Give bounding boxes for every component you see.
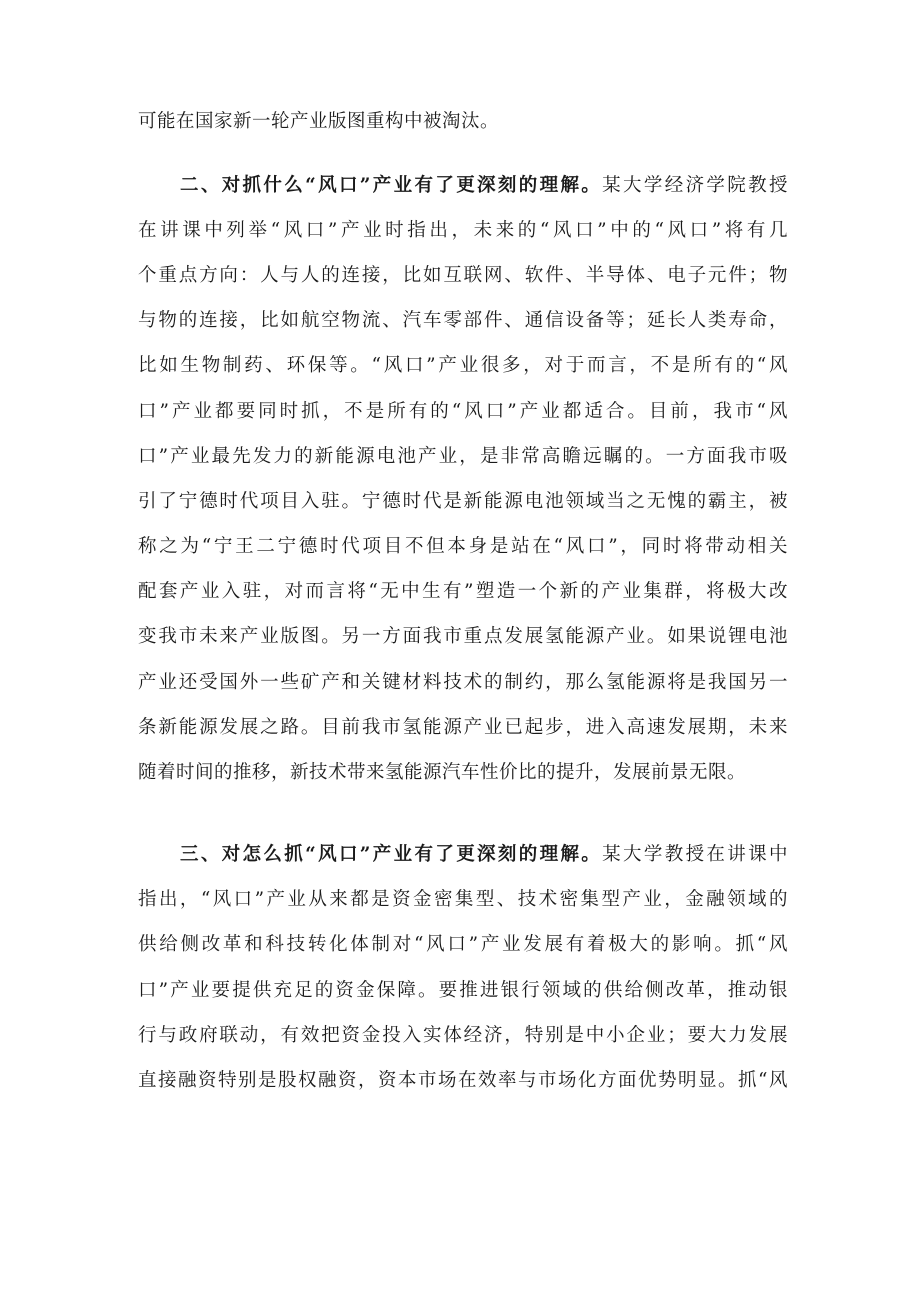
- paragraph-line: 变我市未来产业版图。另一方面我市重点发展氢能源产业。如果说锂电池: [138, 626, 788, 647]
- paragraph-line: 配套产业入驻，对而言将“无中生有”塑造一个新的产业集群，将极大改: [138, 581, 788, 602]
- paragraph-line: 行与政府联动，有效把资金投入实体经济，特别是中小企业；要大力发展: [138, 1025, 788, 1046]
- paragraph-line: 在讲课中列举“风口”产业时指出，未来的“风口”中的“风口”将有几: [138, 220, 788, 241]
- paragraph-line: 直接融资特别是股权融资，资本市场在效率与市场化方面优势明显。抓“风: [138, 1070, 788, 1091]
- paragraph-line: 条新能源发展之路。目前我市氢能源产业已起步，进入高速发展期，未来: [138, 717, 788, 738]
- paragraph-line: 可能在国家新一轮产业版图重构中被淘汰。: [138, 111, 500, 132]
- paragraph-line: 口”产业要提供充足的资金保障。要推进银行领域的供给侧改革，推动银: [138, 980, 788, 1001]
- paragraph-line: 比如生物制药、环保等。“风口”产业很多，对于而言，不是所有的“风: [138, 355, 788, 376]
- paragraph-line: 口”产业都要同时抓，不是所有的“风口”产业都适合。目前，我市“风: [138, 401, 788, 422]
- section2-lead-text: 某大学经济学院教授: [602, 175, 788, 196]
- paragraph-line: 称之为“宁王二宁德时代项目不但本身是站在“风口”，同时将带动相关: [138, 536, 788, 557]
- paragraph-line: 产业还受国外一些矿产和关键材料技术的制约，那么氢能源将是我国另一: [138, 672, 788, 693]
- section3-lead-text: 某大学教授在讲课中: [602, 844, 788, 865]
- paragraph-line: 随着时间的推移，新技术带来氢能源汽车性价比的提升，发展前景无限。: [138, 762, 747, 783]
- paragraph-line: 供给侧改革和科技转化体制对“风口”产业发展有着极大的影响。抓“风: [138, 934, 788, 955]
- section2-heading: 二、对抓什么“风口”产业有了更深刻的理解。: [180, 175, 603, 196]
- paragraph-line: 与物的连接，比如航空物流、汽车零部件、通信设备等；延长人类寿命，: [138, 310, 788, 331]
- paragraph-line: 口”产业最先发力的新能源电池产业，是非常高瞻远瞩的。一方面我市吸: [138, 446, 788, 467]
- section3-first-line: [180, 843, 788, 867]
- paragraph-line: 引了宁德时代项目入驻。宁德时代是新能源电池领域当之无愧的霸主，被: [138, 491, 788, 512]
- section3-heading: 三、对怎么抓“风口”产业有了更深刻的理解。: [180, 844, 603, 865]
- paragraph-line: 指出，“风口”产业从来都是资金密集型、技术密集型产业，金融领域的: [138, 889, 788, 910]
- section2-first-line: [180, 174, 788, 198]
- paragraph-line: 个重点方向：人与人的连接，比如互联网、软件、半导体、电子元件；物: [138, 265, 788, 286]
